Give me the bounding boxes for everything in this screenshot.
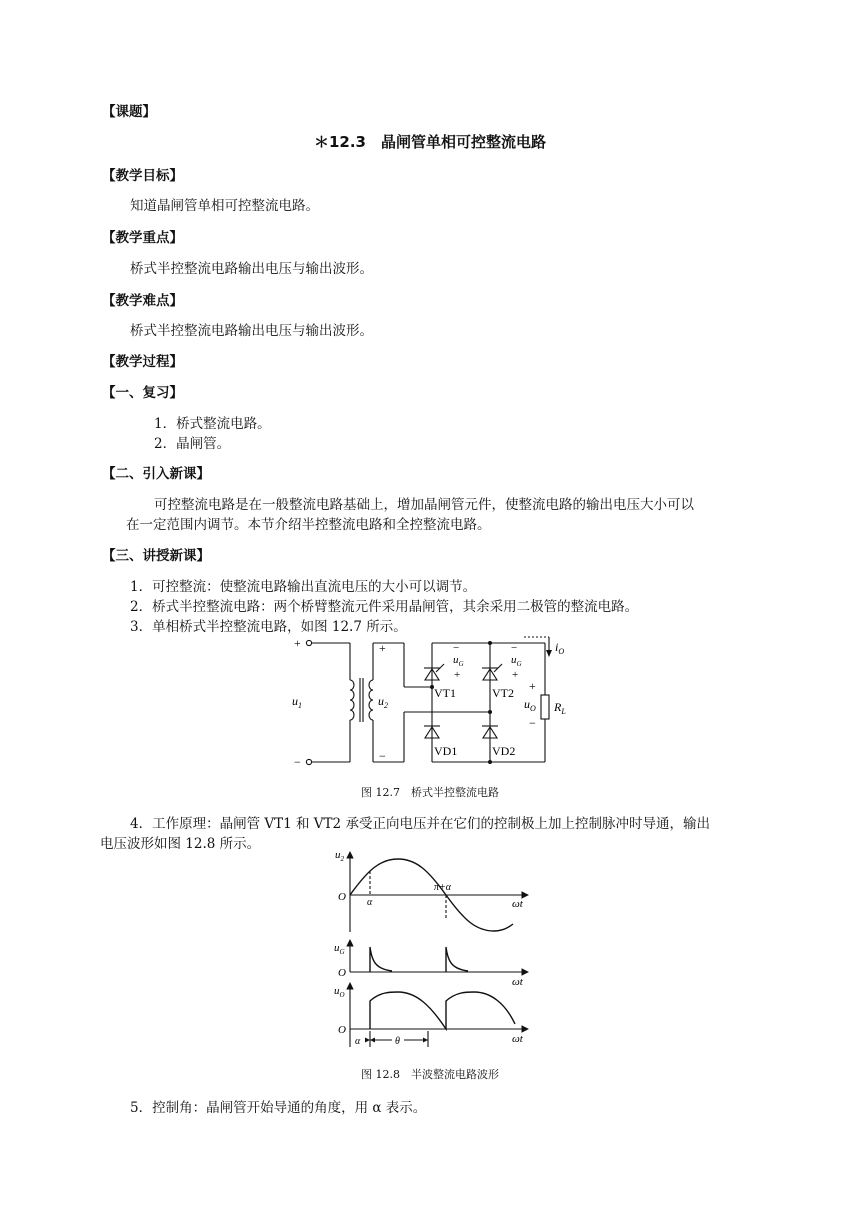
figure-12-8-caption: 图 12.8 半波整流电路波形	[361, 1068, 499, 1081]
ug-pulse-2	[446, 947, 468, 972]
heading-topic: 【课题】	[102, 104, 156, 120]
heading-review: 【一、复习】	[102, 385, 183, 401]
heading-intro: 【二、引入新课】	[102, 466, 210, 482]
fig1-sec-minus: −	[379, 749, 386, 763]
fig1-ug1-label: $u_G$	[453, 654, 464, 668]
fig1-uo-label: $u_O$	[524, 697, 536, 713]
goal-text: 知道晶闸管单相可控整流电路。	[130, 198, 319, 214]
heading-goal: 【教学目标】	[102, 168, 183, 184]
teach-item: 3．单相桥式半控整流电路，如图 12.7 所示。	[130, 619, 407, 635]
fig2-u2-label: $u_2$	[335, 849, 344, 863]
fig2-alpha-1: α	[367, 897, 373, 908]
page-title: ＊12.3 晶闸管单相可控整流电路	[313, 133, 546, 151]
fig2-uo-label: $u_O$	[334, 985, 345, 999]
fig2-alpha-2: α	[355, 1036, 361, 1047]
fig1-io-label: $i_O$	[555, 640, 565, 656]
principle-line: 电压波形如图 12.8 所示。	[100, 836, 261, 852]
fig2-origin-1: O	[338, 891, 346, 903]
figure-12-7-caption: 图 12.7 桥式半控整流电路	[361, 786, 499, 799]
principle-line: 4．工作原理：晶闸管 VT1 和 VT2 承受正向电压并在它们的控制极上加上控制脉冲时导通，输出	[130, 816, 710, 832]
fig2-theta: θ	[395, 1036, 400, 1047]
intro-line: 可控整流电路是在一般整流电路基础上，增加晶闸管元件，使整流电路的输出电压大小可以	[154, 497, 694, 513]
teach-item: 2．桥式半控整流电路：两个桥臂整流元件采用晶闸管，其余采用二极管的整流电路。	[130, 599, 639, 615]
teach-item: 1．可控整流：使整流电路输出直流电压的大小可以调节。	[130, 579, 477, 595]
fig2-origin-2: O	[338, 967, 346, 979]
heading-process: 【教学过程】	[102, 354, 183, 370]
control-angle-text: 5．控制角：晶闸管开始导通的角度，用 α 表示。	[130, 1100, 427, 1116]
fig1-uo-plus: +	[529, 679, 536, 693]
waveform-diagram	[325, 845, 540, 1050]
fig2-ug-label: $u_G$	[334, 942, 345, 956]
fig1-vt1-label: VT1	[434, 686, 456, 700]
difficult-text: 桥式半控整流电路输出电压与输出波形。	[130, 323, 373, 339]
fig1-vd1-label: VD1	[434, 744, 458, 758]
fig1-rl-label: $R_L$	[554, 700, 566, 716]
fig1-vt1-plus: +	[454, 669, 461, 681]
ug-pulse-1	[370, 947, 392, 972]
fig1-sec-plus: +	[379, 641, 386, 655]
key-text: 桥式半控整流电路输出电压与输出波形。	[130, 261, 373, 277]
fig1-u2-label: $u_2$	[378, 694, 388, 710]
uo-output-curve	[370, 992, 515, 1029]
fig1-minus-label: −	[294, 755, 301, 769]
heading-teach: 【三、讲授新课】	[102, 548, 210, 564]
heading-difficult: 【教学难点】	[102, 293, 183, 309]
review-item: 2．晶闸管。	[154, 436, 231, 452]
fig1-uo-minus: −	[529, 716, 536, 730]
fig2-wt-3: ωt	[512, 1033, 523, 1045]
bridge-rectifier-diagram	[280, 630, 580, 775]
fig2-wt-1: ωt	[512, 898, 523, 910]
intro-line: 在一定范围内调节。本节介绍半控整流电路和全控整流电路。	[126, 517, 491, 533]
fig1-vd2-label: VD2	[492, 744, 516, 758]
fig2-wt-2: ωt	[512, 976, 523, 988]
heading-key: 【教学重点】	[102, 230, 183, 246]
fig1-vt2-label: VT2	[492, 686, 514, 700]
fig1-plus-label: +	[294, 636, 301, 650]
fig1-vt1-minus: −	[453, 642, 460, 654]
fig1-vt2-minus: −	[511, 642, 518, 654]
review-item: 1．桥式整流电路。	[154, 416, 271, 432]
fig1-ug2-label: $u_G$	[511, 654, 522, 668]
fig2-pi-alpha: π+α	[434, 882, 452, 893]
fig2-origin-3: O	[338, 1024, 346, 1036]
fig1-vt2-plus: +	[512, 669, 519, 681]
fig1-u1-label: $u_1$	[292, 694, 302, 710]
